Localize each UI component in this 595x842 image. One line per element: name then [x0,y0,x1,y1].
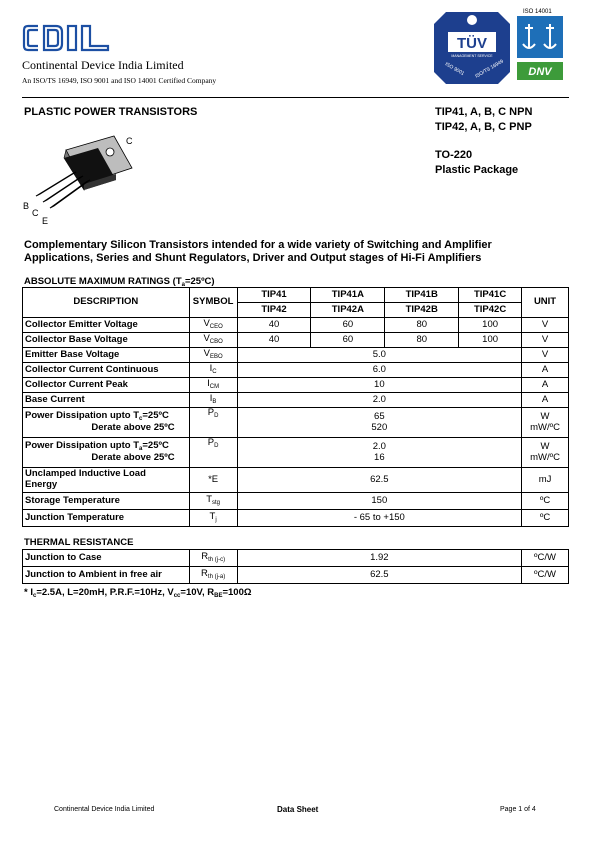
pin-label-c: C [32,208,39,218]
value-1: 2.0 [372,440,386,452]
pin-label-e: E [42,216,49,226]
sym-sub: th (j-a) [207,574,226,581]
npn-parts: TIP41, A, B, C NPN [435,106,533,118]
package-type: TO-220 [435,149,473,161]
row-symbol [189,438,237,468]
sym: P [207,407,215,418]
row-desc: Junction Temperature [23,510,190,527]
row-desc: Junction to Case [23,550,190,567]
dnv-certification-icon [517,16,563,82]
row-unit [522,408,569,438]
row-value: 5.0 [237,348,521,363]
fn-p4: =100Ω [222,587,252,598]
row-desc: Storage Temperature [23,493,190,510]
sym-sub: j [215,517,217,524]
tuv-sub: MANAGEMENT SERVICE [451,54,493,58]
desc-2: Energy [25,479,58,490]
row-value: 100 [459,318,522,333]
row-value: 10 [237,378,521,393]
part-header: TIP41A [311,288,385,303]
part-header: TIP42B [385,303,459,318]
sym: P [207,437,215,448]
sym: T [206,494,213,506]
row-value: 6.0 [237,363,521,378]
sym-sub: CM [209,384,220,391]
table-row [23,408,569,438]
pin-label-b: B [23,201,30,211]
abs-max-heading-text: ABSOLUTE MAXIMUM RATINGS (T [24,276,182,287]
row-unit: mJ [522,468,569,493]
row-symbol [189,378,237,393]
table-row [23,378,569,393]
row-unit: V [522,348,569,363]
row-unit: V [522,333,569,348]
sym: V [203,318,210,330]
tuv-text: TÜV [457,35,487,52]
row-unit: ºC/W [522,550,569,567]
row-symbol [189,333,237,348]
col-description: DESCRIPTION [23,288,190,318]
value-2: 520 [371,421,388,433]
col-unit: UNIT [522,288,569,318]
value-2: 16 [374,451,385,463]
dnv-text: DNV [528,66,552,78]
desc-b: =25ºC [142,410,169,422]
row-value: 60 [311,318,385,333]
description-line-1: Complementary Silicon Transistors intended for a wide variety of Switching and Amplifier [24,239,492,251]
part-header: TIP42 [237,303,311,318]
row-value: 60 [311,333,385,348]
sym: I [209,363,213,375]
row-value: 100 [459,333,522,348]
sym-sub: th (j-c) [208,557,226,564]
row-value: 62.5 [237,567,521,584]
abs-max-table [22,287,569,527]
row-desc [23,438,190,468]
footer-doc-type: Data Sheet [277,805,319,814]
row-symbol [189,493,237,510]
table-row [23,493,569,510]
sym-sub: EBO [209,354,223,361]
row-value: 80 [385,318,459,333]
sym-sub: D [214,413,219,419]
col-symbol: SYMBOL [189,288,237,318]
iso14001-label: ISO 14001 [523,9,552,15]
desc-a: Power Dissipation upto T [25,440,140,452]
desc-b: =25ºC [142,440,169,452]
row-value [237,438,521,468]
part-header: TIP41 [237,288,311,303]
row-symbol [189,348,237,363]
row-value: 40 [237,333,311,348]
sym-sub: CEO [209,324,223,331]
row-symbol [189,318,237,333]
row-value: 80 [385,333,459,348]
part-header: TIP41B [385,288,459,303]
row-desc: Collector Current Continuous [23,363,190,378]
abs-max-heading-sub: a [181,282,185,288]
part-header: TIP42C [459,303,522,318]
footnote [24,587,251,599]
fn-s1: c [32,593,37,599]
desc-1: Unclamped Inductive Load [25,468,146,480]
sym-sub: C [212,369,217,376]
fn-s3: BE [214,593,223,599]
sym: I [207,378,210,390]
table-row [23,348,569,363]
thermal-heading: THERMAL RESISTANCE [24,537,134,548]
table-row [23,567,569,584]
tuv-iso: ISO 9001 [443,61,466,78]
certification-line: An ISO/TS 16949, ISO 9001 and ISO 14001 Certified Company [22,76,217,85]
derate-text: Derate above 25ºC [91,451,175,463]
table-row [23,318,569,333]
row-unit: A [522,363,569,378]
derate-text: Derate above 25ºC [91,421,175,433]
row-desc [23,468,190,493]
footer-page-number: Page 1 of 4 [500,806,536,813]
row-desc: Collector Current Peak [23,378,190,393]
dnv-badge [517,16,563,82]
tuv-ts: ISO/TS 16949 [474,58,505,80]
row-value: 2.0 [237,393,521,408]
sym: I [209,393,213,405]
table-row [23,438,569,468]
row-desc: Collector Base Voltage [23,333,190,348]
row-value: 62.5 [237,468,521,493]
table-row [23,510,569,527]
sym: R [201,551,209,563]
table-row [23,550,569,567]
fn-p2: =2.5A, L=20mH, P.R.F.=10Hz, V [36,587,174,598]
row-symbol [189,363,237,378]
value-1: 65 [374,410,385,422]
desc-sub: a [139,446,143,453]
row-value: - 65 to +150 [237,510,521,527]
unit-2: mW/ºC [530,451,560,463]
table-row [23,393,569,408]
row-value [237,408,521,438]
sym-sub: B [212,399,217,406]
row-desc: Collector Emitter Voltage [23,318,190,333]
unit-1: W [540,410,550,422]
row-desc: Base Current [23,393,190,408]
row-symbol [189,510,237,527]
row-desc: Emitter Base Voltage [23,348,190,363]
row-symbol [189,550,237,567]
thermal-table [22,549,569,584]
row-unit: A [522,393,569,408]
package-desc: Plastic Package [435,164,519,176]
row-desc: Junction to Ambient in free air [23,567,190,584]
sym: V [203,348,210,360]
row-value: 150 [237,493,521,510]
description-line-2: Applications, Series and Shunt Regulators, Driver and Output stages of Hi-Fi Amplifiers [24,252,482,264]
unit-2: mW/ºC [530,421,560,433]
sym: V [203,333,210,345]
header-rule [22,97,569,98]
sym: R [201,568,208,580]
sym-sub: stg [212,500,221,507]
product-title: PLASTIC POWER TRANSISTORS [24,106,198,118]
part-header: TIP42A [311,303,385,318]
desc-a: Power Dissipation upto T [25,410,140,422]
company-name: Continental Device India Limited [22,58,184,72]
cdil-logo [22,22,112,54]
footer-company: Continental Device India Limited [54,806,155,813]
table-row [23,363,569,378]
sym-sub: D [214,443,219,449]
row-unit [522,438,569,468]
fn-s2: cc [173,593,181,599]
row-desc [23,408,190,438]
abs-max-heading-tail: =25ºC) [184,276,215,287]
row-value: 1.92 [237,550,521,567]
row-unit: ºC [522,510,569,527]
part-header: TIP41C [459,288,522,303]
row-value: 40 [237,318,311,333]
table-row [23,468,569,493]
fn-p3: =10V, R [180,587,215,598]
row-unit: V [522,318,569,333]
to220-package-icon [22,132,142,227]
row-unit: ºC/W [522,567,569,584]
row-symbol: *E [189,468,237,493]
tuv-badge [434,12,510,84]
sym-sub: CBO [209,339,223,346]
pnp-parts: TIP42, A, B, C PNP [435,121,532,133]
unit-1: W [540,440,550,452]
pin-label-c-top: C [126,136,133,146]
row-symbol [189,393,237,408]
sym: T [209,511,216,523]
to220-package-drawing [22,132,142,227]
desc-sub: c [139,416,143,423]
row-symbol [189,408,237,438]
cdil-logo-icon [22,22,112,54]
row-symbol [189,567,237,584]
row-unit: ºC [522,493,569,510]
tuv-certification-icon [434,12,510,84]
row-unit: A [522,378,569,393]
fn-p1: * I [24,587,33,598]
table-row [23,333,569,348]
